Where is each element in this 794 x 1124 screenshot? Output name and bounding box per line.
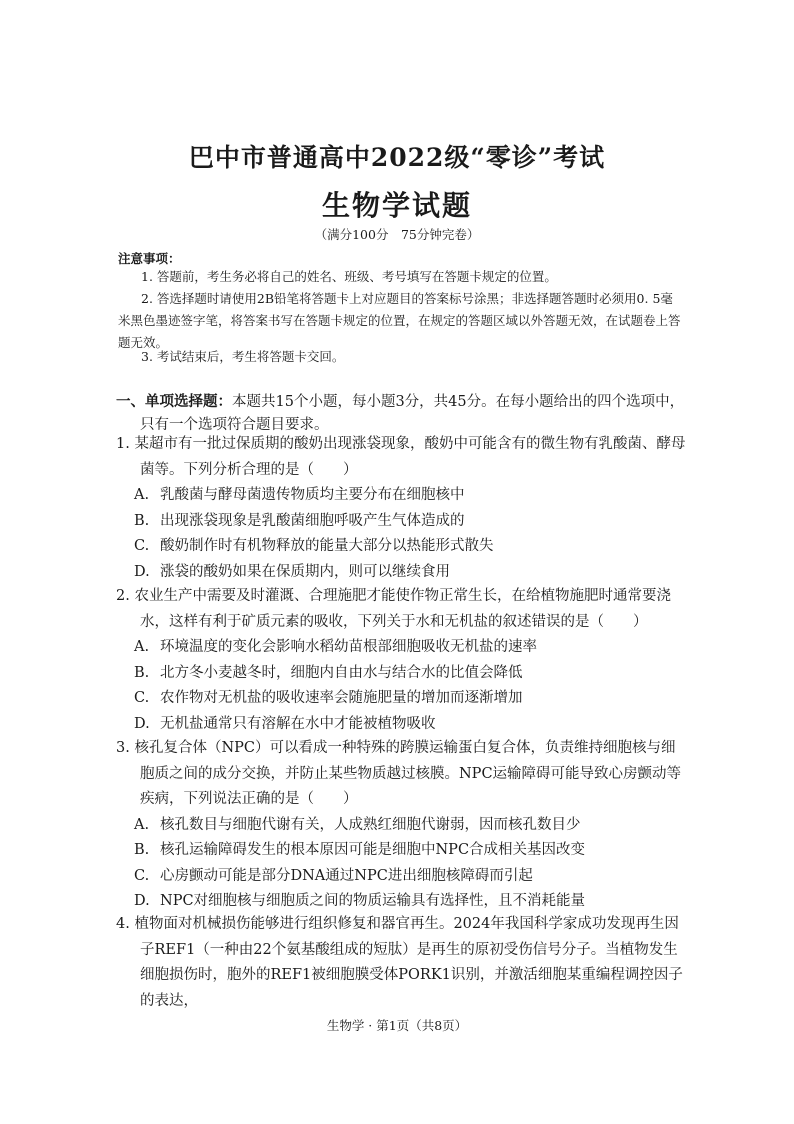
section-1-rules: 本题共15个小题，每小题3分，共45分。在每小题给出的四个选项中， [232, 394, 685, 410]
exam-title: 巴中市普通高中2022级“零诊”考试 [188, 143, 606, 172]
option-text: 农作物对无机盐的吸收速率会随施肥量的增加而逐渐增加 [160, 690, 523, 706]
option-c [116, 534, 688, 560]
section-1-instructions [116, 390, 686, 437]
section-1-heading: 一、单项选择题： [116, 393, 232, 410]
option-text: NPC对细胞核与细胞质之间的物质运输具有选择性，且不消耗能量 [160, 893, 586, 909]
option-label: B. [134, 512, 150, 529]
option-a [116, 635, 688, 661]
option-text: 心房颤动可能是部分DNA通过NPC进出细胞核障碍而引起 [160, 867, 533, 884]
option-label: C. [134, 867, 150, 884]
option-b [116, 838, 688, 864]
notice-item-1: 1. 答题前，考生务必将自己的姓名、班级、考号填写在答题卡规定的位置。 [141, 269, 557, 284]
option-text: 环境温度的变化会影响水稻幼苗根部细胞吸收无机盐的速率 [160, 639, 537, 655]
question-stem: 3. 核孔复合体（NPC）可以看成一种特殊的跨膜运输蛋白复合体，负责维持细胞核与细胞质之间的成分交换，并防止某些物质越过核膜。NPC运输障碍可能导致心房颤动等疾病，下列说法正确的是（ ） [116, 740, 682, 807]
option-b [116, 509, 688, 535]
question-3 [116, 736, 688, 915]
option-d [116, 712, 688, 738]
option-text: 涨袋的酸奶如果在保质期内，则可以继续食用 [160, 563, 450, 580]
question-stem: 4. 植物面对机械损伤能够进行组织修复和器官再生。2024年我国科学家成功发现再生因子REF1（一种由22个氨基酸组成的短肽）是再生的原初受伤信号分子。当植物发生细胞损伤时，胞外的REF1被细胞膜受体PORK1识别，并激活细胞某重编程调控因子的表达， [116, 916, 683, 1009]
option-b [116, 661, 688, 687]
option-label: A. [134, 816, 150, 833]
section-1-rules-cont: 只有一个选项符合题目要求。 [140, 417, 329, 433]
notice-heading: 注意事项： [118, 251, 181, 266]
notice-item-2: 2. 答选择题时请使用2B铅笔将答题卡上对应题目的答案标号涂黑；非选择题答题时必须用0. 5毫米黑色墨迹签字笔，将答案书写在答题卡规定的位置，在规定的答题区域以外答题无效，在试题卷上答题无效。 [118, 291, 681, 350]
option-text: 核孔运输障碍发生的根本原因可能是细胞中NPC合成相关基因改变 [160, 842, 586, 858]
page-footer: 生物学 · 第1页（共8页） [326, 1018, 468, 1033]
option-text: 北方冬小麦越冬时，细胞内自由水与结合水的比值会降低 [160, 664, 523, 681]
option-label: C. [134, 538, 150, 554]
option-d [116, 889, 688, 915]
question-1 [116, 432, 688, 585]
option-label: B. [134, 842, 150, 858]
option-a [116, 813, 688, 839]
option-label: D. [134, 893, 150, 909]
option-text: 酸奶制作时有机物释放的能量大部分以热能形式散失 [160, 538, 494, 554]
option-c [116, 686, 688, 712]
option-c [116, 864, 688, 890]
option-text: 出现涨袋现象是乳酸菌细胞呼吸产生气体造成的 [160, 512, 465, 529]
option-label: B. [134, 664, 150, 681]
option-label: A. [134, 639, 150, 655]
question-4 [116, 912, 688, 1014]
notice-item-3: 3. 考试结束后，考生将答题卡交回。 [141, 349, 345, 364]
option-a [116, 483, 688, 509]
option-text: 核孔数目与细胞代谢有关，人成熟红细胞代谢弱，因而核孔数目少 [160, 816, 581, 833]
option-text: 乳酸菌与酵母菌遗传物质均主要分布在细胞核中 [160, 487, 465, 503]
question-stem: 2. 农业生产中需要及时灌溉、合理施肥才能使作物正常生长，在给植物施肥时通常要浇水，这样有利于矿质元素的吸收，下列关于水和无机盐的叙述错误的是（ ） [116, 588, 671, 630]
question-stem: 1. 某超市有一批过保质期的酸奶出现涨袋现象，酸奶中可能含有的微生物有乳酸菌、酵母菌等。下列分析合理的是（ ） [116, 436, 686, 478]
option-text: 无机盐通常只有溶解在水中才能被植物吸收 [160, 715, 436, 732]
option-d [116, 560, 688, 586]
option-label: D. [134, 715, 150, 732]
subject-title: 生物学试题 [321, 189, 472, 222]
exam-subtitle: （满分100分 75分钟完卷） [314, 227, 480, 242]
option-label: D. [134, 563, 150, 580]
option-label: C. [134, 690, 150, 706]
question-2 [116, 584, 688, 737]
option-label: A. [134, 487, 150, 503]
